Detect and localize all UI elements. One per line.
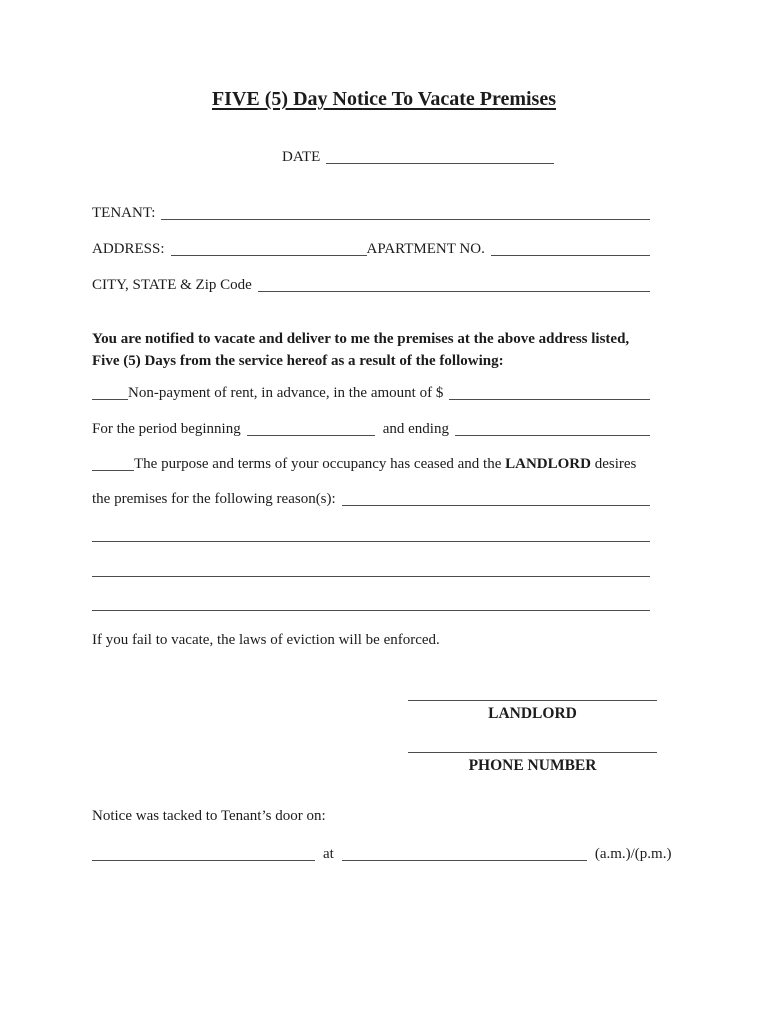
purpose-mark-field[interactable] [92,469,134,471]
date-row [92,149,650,166]
reason-line-2-field[interactable] [92,576,650,577]
premises-reason-label: the premises for the following reason(s): [92,491,336,507]
nonpayment-text: Non-payment of rent, in advance, in the amount of $ [128,385,444,401]
apartment-no-label: APARTMENT NO. [366,241,485,257]
reason-line-3-field[interactable] [92,610,650,611]
city-state-zip-field[interactable] [258,290,650,292]
purpose-text-before: The purpose and terms of your occupancy has ceased and the [134,456,506,472]
address-label: ADDRESS: [92,241,165,257]
eviction-notice-text: If you fail to vacate, the laws of eviction will be enforced. [92,632,440,648]
notice-paragraph [92,328,656,372]
tenant-field[interactable] [161,218,650,220]
tenant-label: TENANT: [92,205,156,221]
landlord-emphasis: LANDLORD [505,456,591,472]
city-state-zip-label: CITY, STATE & Zip Code [92,277,252,293]
period-beginning-label: For the period beginning [92,421,241,437]
period-row [92,421,650,438]
tacked-date-field[interactable] [92,859,315,861]
purpose-text-after: desires [590,456,637,472]
phone-number-label: PHONE NUMBER [468,757,597,774]
page-title: FIVE (5) Day Notice To Vacate Premises [211,88,557,110]
and-ending-label: and ending [382,421,449,437]
landlord-signature-label: LANDLORD [488,705,577,722]
landlord-signature-field[interactable] [408,700,657,701]
date-label: DATE [282,149,321,165]
reason-line-1-field[interactable] [92,541,650,542]
period-beginning-field[interactable] [247,434,375,436]
phone-number-field[interactable] [408,752,657,753]
ampm-label: (a.m.)/(p.m.) [594,846,672,862]
tacked-time-field[interactable] [342,859,587,861]
purpose-row [92,456,650,473]
notice-paragraph-line2: Five (5) Days from the service hereof as a result of the following: [92,353,504,369]
apartment-no-field[interactable] [491,254,650,256]
notice-paragraph-line1: You are notified to vacate and deliver to me the premises at the above address listed, [92,331,630,347]
premises-reason-row [92,491,650,508]
address-row [92,241,650,258]
city-row [92,277,650,294]
date-field[interactable] [326,162,554,164]
at-label: at [323,846,334,862]
nonpayment-row [92,385,650,402]
tacked-notice-label: Notice was tacked to Tenant’s door on: [92,808,326,824]
tacked-row [92,846,677,863]
nonpayment-mark-field[interactable] [92,398,128,400]
address-field[interactable] [171,254,367,256]
reason-inline-field[interactable] [342,504,650,506]
amount-field[interactable] [449,398,650,400]
tenant-row [92,205,650,222]
period-ending-field[interactable] [455,434,650,436]
